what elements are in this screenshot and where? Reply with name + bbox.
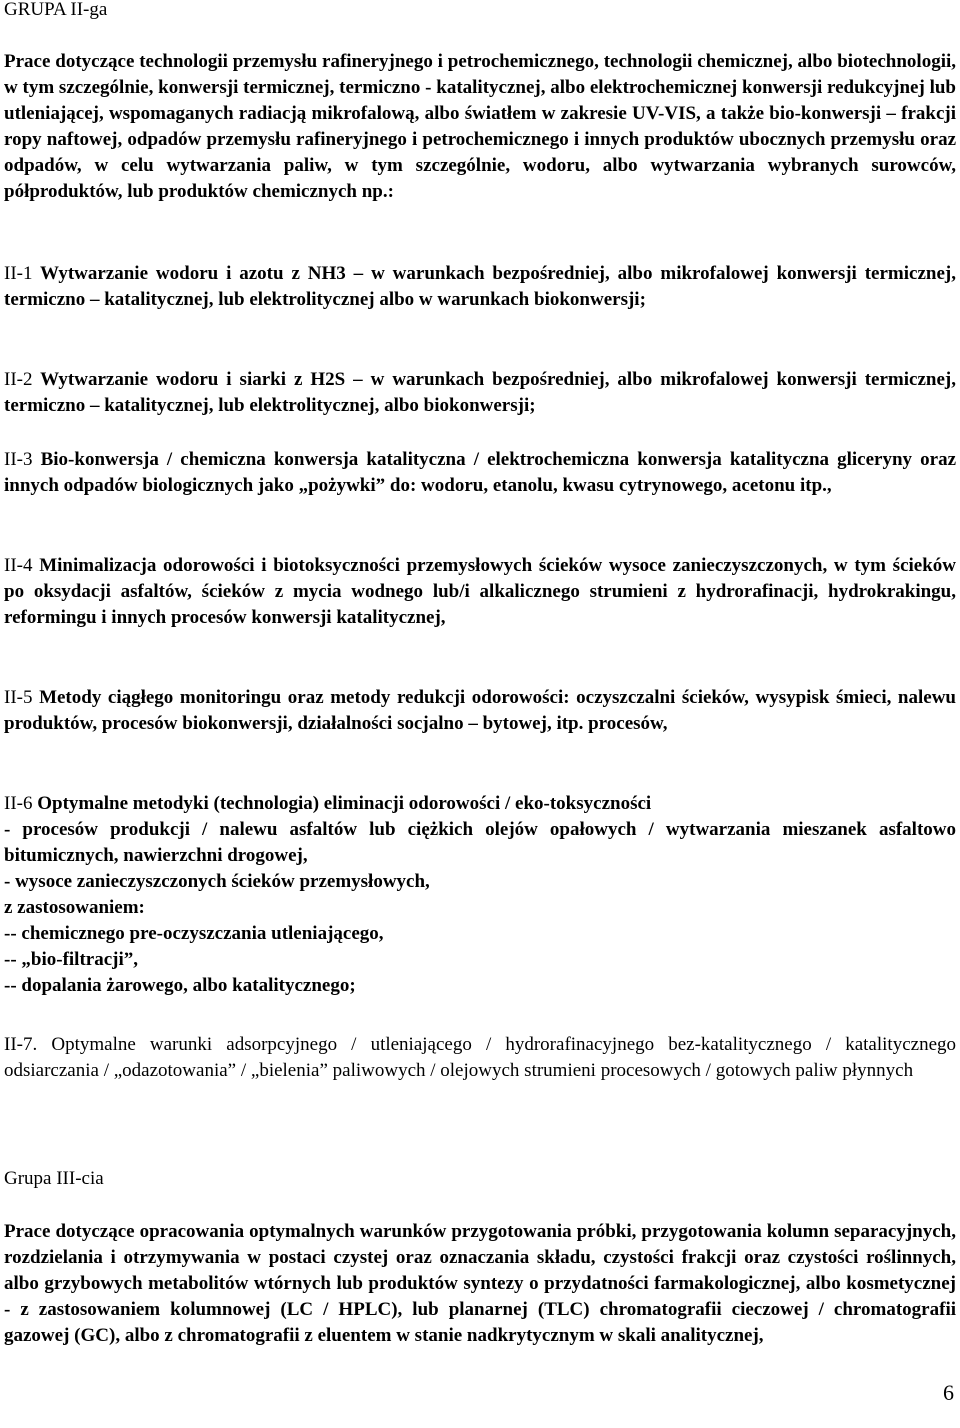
- item-II-7: [4, 1032, 956, 1084]
- item-text: Minimalizacja odorowości i biotoksyczności przemysłowych ścieków wysoce zanieczyszczonych, w tym ścieków po oksydacji asfaltów, ścieków z mycia wodnego lub/i alkalicznego strumieni z hydrorafinacji, hydrokrakingu, reformingu i innych procesów konwersji katalitycznej,: [4, 555, 957, 628]
- item-title: Optymalne metodyki (technologia) eliminacji odorowości / eko-toksyczności: [37, 793, 652, 814]
- page-number: 6: [943, 1380, 954, 1405]
- item-6-line: - procesów produkcji / nalewu asfaltów lub ciężkich olejów opałowych / wytwarzania mieszanek asfaltowo bitumicznych, nawierzchni drogowej,: [4, 819, 956, 866]
- item-text: Bio-konwersja / chemiczna konwersja katalityczna / elektrochemiczna konwersja katalityczna gliceryny oraz innych odpadów biologicznych jako „pożywki” do: wodoru, etanolu, kwasu cytrynowego, acetonu itp.,: [4, 449, 957, 496]
- group-3-intro: Prace dotyczące opracowania optymalnych warunków przygotowania próbki, przygotowania kolumn separacyjnych, rozdzielania i otrzymywania w postaci czystej oraz oznaczania składu, czystości frakcji oraz czystości roślinnych, albo grzybowych metabolitów wtórnych lub produktów syntezy o przydatności farmakologicznej, albo kosmetycznej - z zastosowaniem kolumnowej (LC / HPLC), lub planarnej (TLC) chromatografii cieczowej / chromatografii gazowej (GC), albo z chromatografii z eluentem w stanie nadkrytycznym w skali analitycznej,: [4, 1221, 956, 1346]
- item-text: Optymalne warunki adsorpcyjnego / utleniającego / hydrorafinacyjnego bez-katalitycznego / katalitycznego odsiarczania / „odazotowania” / „bielenia” paliwowych / olejowych strumieni procesowych / gotowych paliw płynnych: [4, 1034, 956, 1081]
- group-2-intro: Prace dotyczące technologii przemysłu rafineryjnego i petrochemicznego, technologii chemicznej, albo biotechnologii, w tym szczególnie, konwersji termicznej, termiczno - katalitycznej, albo elektrochemicznej konwersji redukcyjnej lub utleniającej, wspomaganych radiacją mikrofalową, albo światłem w zakresie UV-VIS, a także bio-konwersji – frakcji ropy naftowej, odpadów przemysłu rafineryjnego i petrochemicznego i innych produktów ubocznych przemysłu oraz odpadów, w celu wytwarzania paliw, w tym szczególnie, wodoru, albo wytwarzania wybranych surowców, półproduktów, lub produktów chemicznych np.:: [4, 51, 956, 202]
- item-number: II-2: [4, 369, 33, 390]
- group-3-heading: Grupa III-cia: [4, 1168, 104, 1189]
- item-text: Metody ciągłego monitoringu oraz metody redukcji odorowości: oczyszczalni ścieków, wysypisk śmieci, nalewu produktów, procesów biokonwersji, działalności socjalno – bytowej, itp. procesów,: [4, 687, 956, 734]
- item-number: II-4: [4, 555, 33, 576]
- item-number: II-6: [4, 793, 33, 814]
- item-6-line: - wysoce zanieczyszczonych ścieków przemysłowych,: [4, 871, 430, 892]
- item-6-line: -- chemicznego pre-oczyszczania utleniającego,: [4, 923, 384, 944]
- item-II-2: [4, 367, 956, 419]
- item-number: II-5: [4, 687, 33, 708]
- item-number: II-7.: [4, 1034, 38, 1055]
- item-text: Wytwarzanie wodoru i azotu z NH3 – w warunkach bezpośredniej, albo mikrofalowej konwersji termicznej, termiczno – katalitycznej, lub elektrolitycznej albo w warunkach biokonwersji;: [4, 263, 956, 310]
- item-6-line: -- dopalania żarowego, albo katalitycznego;: [4, 975, 356, 996]
- item-II-6: [4, 791, 956, 999]
- item-II-5: [4, 685, 956, 737]
- item-text: Wytwarzanie wodoru i siarki z H2S – w warunkach bezpośredniej, albo mikrofalowej konwersji termicznej, termiczno – katalitycznej, lub elektrolitycznej, albo biokonwersji;: [4, 369, 956, 416]
- group-2-heading: GRUPA II-ga: [4, 0, 108, 20]
- item-II-3: [4, 447, 956, 499]
- item-6-line: z zastosowaniem:: [4, 897, 145, 918]
- item-II-4: [4, 553, 956, 631]
- item-number: II-1: [4, 263, 33, 284]
- item-6-line: -- „bio-filtracji”,: [4, 949, 139, 970]
- item-number: II-3: [4, 449, 33, 470]
- item-II-1: [4, 261, 956, 313]
